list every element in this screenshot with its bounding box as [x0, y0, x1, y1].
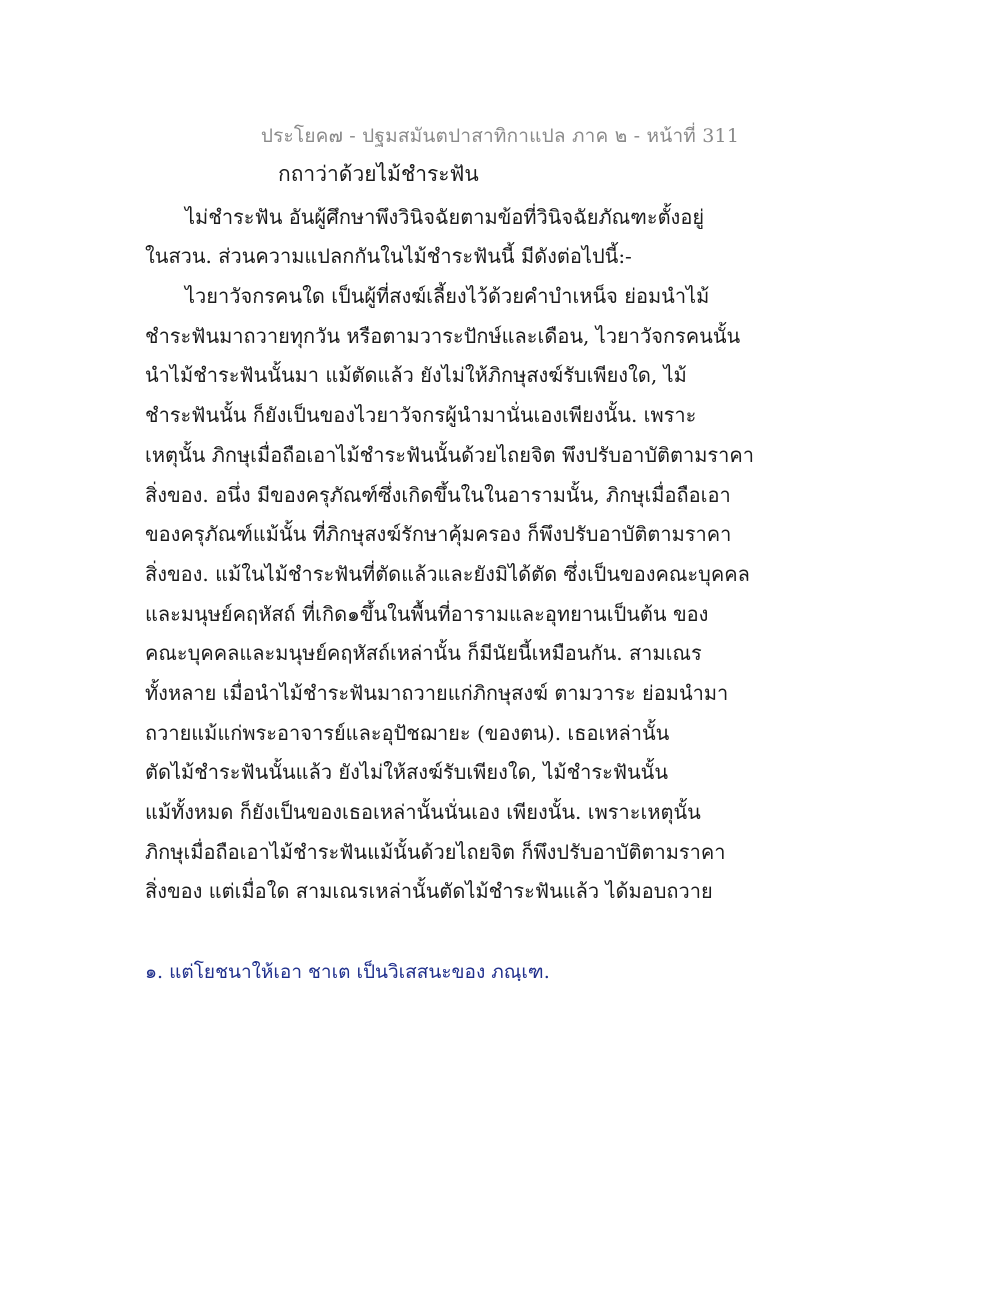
running-header-text: ประโยค๗ - ปฐมสมันตปาสาทิกาแปล ภาค ๒ - หน้าที่ 311 [260, 125, 740, 147]
body-line: เหตุนั้น ภิกษุเมื่อถือเอาไม้ชำระฟันนั้นด้วยไถยจิต พึงปรับอาบัติตามราคา [145, 443, 755, 467]
body-line: ถวายแม้แก่พระอาจารย์และอุปัชฌายะ (ของตน). เธอเหล่านั้น [145, 721, 670, 745]
body-line: ของครุภัณฑ์แม้นั้น ที่ภิกษุสงฆ์รักษาคุ้มครอง ก็พึงปรับอาบัติตามราคา [145, 522, 732, 546]
body-line: ในสวน. ส่วนความแปลกกันในไม้ชำระฟันนี้ มีดังต่อไปนี้:- [145, 244, 632, 268]
body-line: ชำระฟันมาถวายทุกวัน หรือตามวาระปักษ์และเดือน, ไวยาวัจกรคนนั้น [145, 324, 741, 348]
body-line: แม้ทั้งหมด ก็ยังเป็นของเธอเหล่านั้นนั่นเอง เพียงนั้น. เพราะเหตุนั้น [145, 800, 701, 824]
body-line: ภิกษุเมื่อถือเอาไม้ชำระฟันแม้นั้นด้วยไถยจิต ก็พึงปรับอาบัติตามราคา [145, 840, 726, 864]
body-line: สิ่งของ. อนึ่ง มีของครุภัณฑ์ซึ่งเกิดขึ้นในในอารามนั้น, ภิกษุเมื่อถือเอา [145, 483, 731, 507]
body-line: สิ่งของ แต่เมื่อใด สามเณรเหล่านั้นตัดไม้ชำระฟันแล้ว ได้มอบถวาย [145, 879, 713, 903]
section-heading: กถาว่าด้วยไม้ชำระฟัน [278, 162, 479, 186]
body-line: คณะบุคคลและมนุษย์คฤหัสถ์เหล่านั้น ก็มีนัยนี้เหมือนกัน. สามเณร [145, 641, 702, 665]
body-line: นำไม้ชำระฟันนั้นมา แม้ตัดแล้ว ยังไม่ให้ภิกษุสงฆ์รับเพียงใด, ไม้ [145, 363, 687, 387]
body-line: ตัดไม้ชำระฟันนั้นแล้ว ยังไม่ให้สงฆ์รับเพียงใด, ไม้ชำระฟันนั้น [145, 760, 669, 784]
body-line: ทั้งหลาย เมื่อนำไม้ชำระฟันมาถวายแก่ภิกษุสงฆ์ ตามวาระ ย่อมนำมา [145, 681, 729, 705]
running-header [0, 121, 1000, 151]
body-line: ชำระฟันนั้น ก็ยังเป็นของไวยาวัจกรผู้นำมานั่นเองเพียงนั้น. เพราะ [145, 403, 697, 427]
body-line: ไม่ชำระฟัน อันผู้ศึกษาพึงวินิจฉัยตามข้อที่วินิจฉัยภัณฑะตั้งอยู่ [185, 205, 705, 229]
body-line: สิ่งของ. แม้ในไม้ชำระฟันที่ตัดแล้วและยังมิได้ตัด ซึ่งเป็นของคณะบุคคล [145, 562, 750, 586]
body-line: ไวยาวัจกรคนใด เป็นผู้ที่สงฆ์เลี้ยงไว้ด้วยคำบำเหน็จ ย่อมนำไม้ [185, 284, 710, 308]
body-line: และมนุษย์คฤหัสถ์ ที่เกิด๑ขึ้นในพื้นที่อารามและอุทยานเป็นต้น ของ [145, 602, 709, 626]
footnote: ๑. แต่โยชนาให้เอา ชาเต เป็นวิเสสนะของ ภณฺเฑ. [145, 961, 550, 983]
